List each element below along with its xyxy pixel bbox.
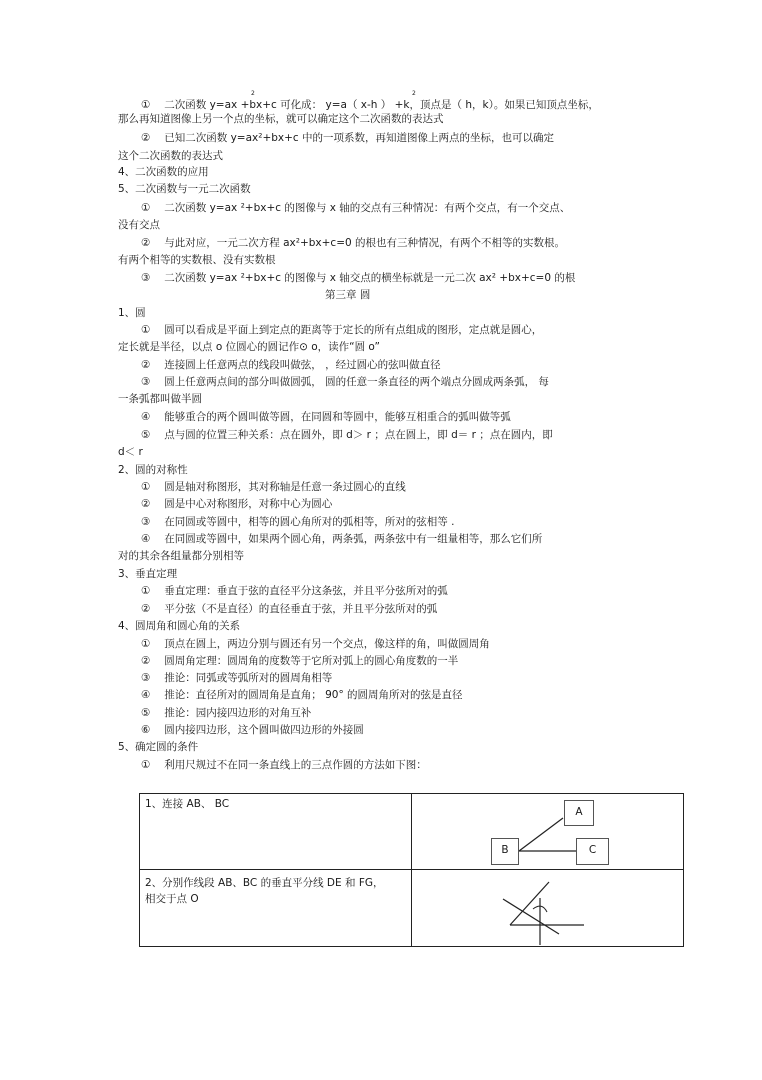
text-line: ② 圆是中心对称图形，对称中心为圆心	[141, 498, 333, 510]
text-line: ① 垂直定理：垂直于弦的直径平分这条弦，并且平分弦所对的弧	[141, 585, 448, 597]
text-line: ② 连接圆上任意两点的线段叫做弦， ，经过圆心的弦叫做直径	[141, 359, 441, 371]
text-line: ① 顶点在圆上，两边分别与圆还有另一个交点，像这样的角，叫做圆周角	[141, 638, 490, 650]
text-line: ① 圆可以看成是平面上到定点的距离等于定长的所有点组成的图形，定点就是圆心，	[141, 324, 543, 336]
superscript-1: 2	[251, 90, 255, 97]
text-line: ③ 在同圆或等圆中，相等的圆心角所对的弧相等，所对的弦相等 .	[141, 516, 455, 528]
text-line: ⑤ 点与圆的位置三种关系：点在圆外，即 d＞ r ；点在圆上，即 d＝ r ；点在圆内，即	[141, 429, 553, 441]
step-2-text-line1: 2、分别作线段 AB、BC 的垂直平分线 DE 和 FG，	[145, 877, 384, 889]
step-2-text-line2: 相交于点 O	[145, 893, 199, 905]
text-line: ③ 推论：同弧或等弧所对的圆周角相等	[141, 672, 333, 684]
text-line: ⑥ 圆内接四边形，这个圆叫做四边形的外接圆	[141, 724, 364, 736]
point-c-label: C	[576, 838, 609, 865]
text-line: 没有交点	[118, 219, 160, 231]
section-heading: 2、圆的对称性	[118, 464, 188, 476]
text-line: 那么再知道图像上另一个点的坐标，就可以确定这个二次函数的表达式	[118, 113, 444, 125]
step-1-text: 1、连接 AB、 BC	[145, 798, 230, 810]
text-line: ③ 二次函数 y=ax ²+bx+c 的图像与 x 轴交点的横坐标就是一元二次 ax² +bx+c=0 的根	[141, 272, 576, 284]
text-line: ① 二次函数 y=ax +bx+c 可化成： y=a（ x-h ） +k，顶点是（ h，k）。如果已知顶点坐标，	[141, 99, 599, 111]
superscript-2: 2	[412, 90, 416, 97]
point-b-label: B	[491, 838, 519, 865]
text-line: 这个二次函数的表达式	[118, 150, 223, 162]
text-line: ③ 圆上任意两点间的部分叫做圆弧， 圆的任意一条直径的两个端点分圆成两条弧， 每	[141, 376, 549, 388]
section-heading: 4、二次函数的应用	[118, 166, 209, 178]
text-line: ② 已知二次函数 y=ax²+bx+c 中的一项系数，再知道图像上两点的坐标，也可以确定	[141, 132, 555, 144]
section-heading: 5、确定圆的条件	[118, 741, 199, 753]
text-line: ① 二次函数 y=ax ²+bx+c 的图像与 x 轴的交点有三种情况：有两个交点，有一个交点、	[141, 202, 571, 214]
text-line: ② 圆周角定理：圆周角的度数等于它所对弧上的圆心角度数的一半	[141, 655, 459, 667]
text-line: 一条弧都叫做半圆	[118, 393, 202, 405]
section-heading: 5、二次函数与一元二次函数	[118, 183, 251, 195]
text-line: d＜ r	[118, 446, 143, 458]
chapter-title: 第三章 圆	[325, 289, 371, 301]
text-line: ① 利用尺规过不在同一条直线上的三点作圆的方法如下图：	[141, 759, 427, 771]
section-heading: 3、垂直定理	[118, 568, 178, 580]
section-heading: 1、圆	[118, 307, 146, 319]
text-line: ① 圆是轴对称图形，其对称轴是任意一条过圆心的直线	[141, 481, 406, 493]
text-line: 定长就是半径，以点 o 位圆心的圆记作⊙ o，读作“圆 o”	[118, 341, 380, 353]
text-line: ② 与此对应，一元二次方程 ax²+bx+c=0 的根也有三种情况，有两个不相等的实数根。	[141, 237, 566, 249]
table-column-divider	[411, 793, 412, 947]
text-line: ④ 在同圆或等圆中，如果两个圆心角，两条弧，两条弦中有一组量相等，那么它们所	[141, 533, 543, 545]
text-line: 对的其余各组量都分别相等	[118, 550, 244, 562]
point-a-label: A	[564, 800, 594, 826]
text-line: 有两个相等的实数根、没有实数根	[118, 254, 276, 266]
text-line: ⑤ 推论：园内接四边形的对角互补	[141, 707, 312, 719]
text-line: ④ 推论：直径所对的圆周角是直角； 90° 的圆周角所对的弦是直径	[141, 689, 463, 701]
text-line: ② 平分弦（不是直径）的直径垂直于弦，并且平分弦所对的弧	[141, 603, 438, 615]
text-line: ④ 能够重合的两个圆叫做等圆，在同圆和等圆中，能够互相重合的弧叫做等弧	[141, 411, 511, 423]
table-row-divider	[139, 869, 684, 870]
section-heading: 4、圆周角和圆心角的关系	[118, 620, 241, 632]
